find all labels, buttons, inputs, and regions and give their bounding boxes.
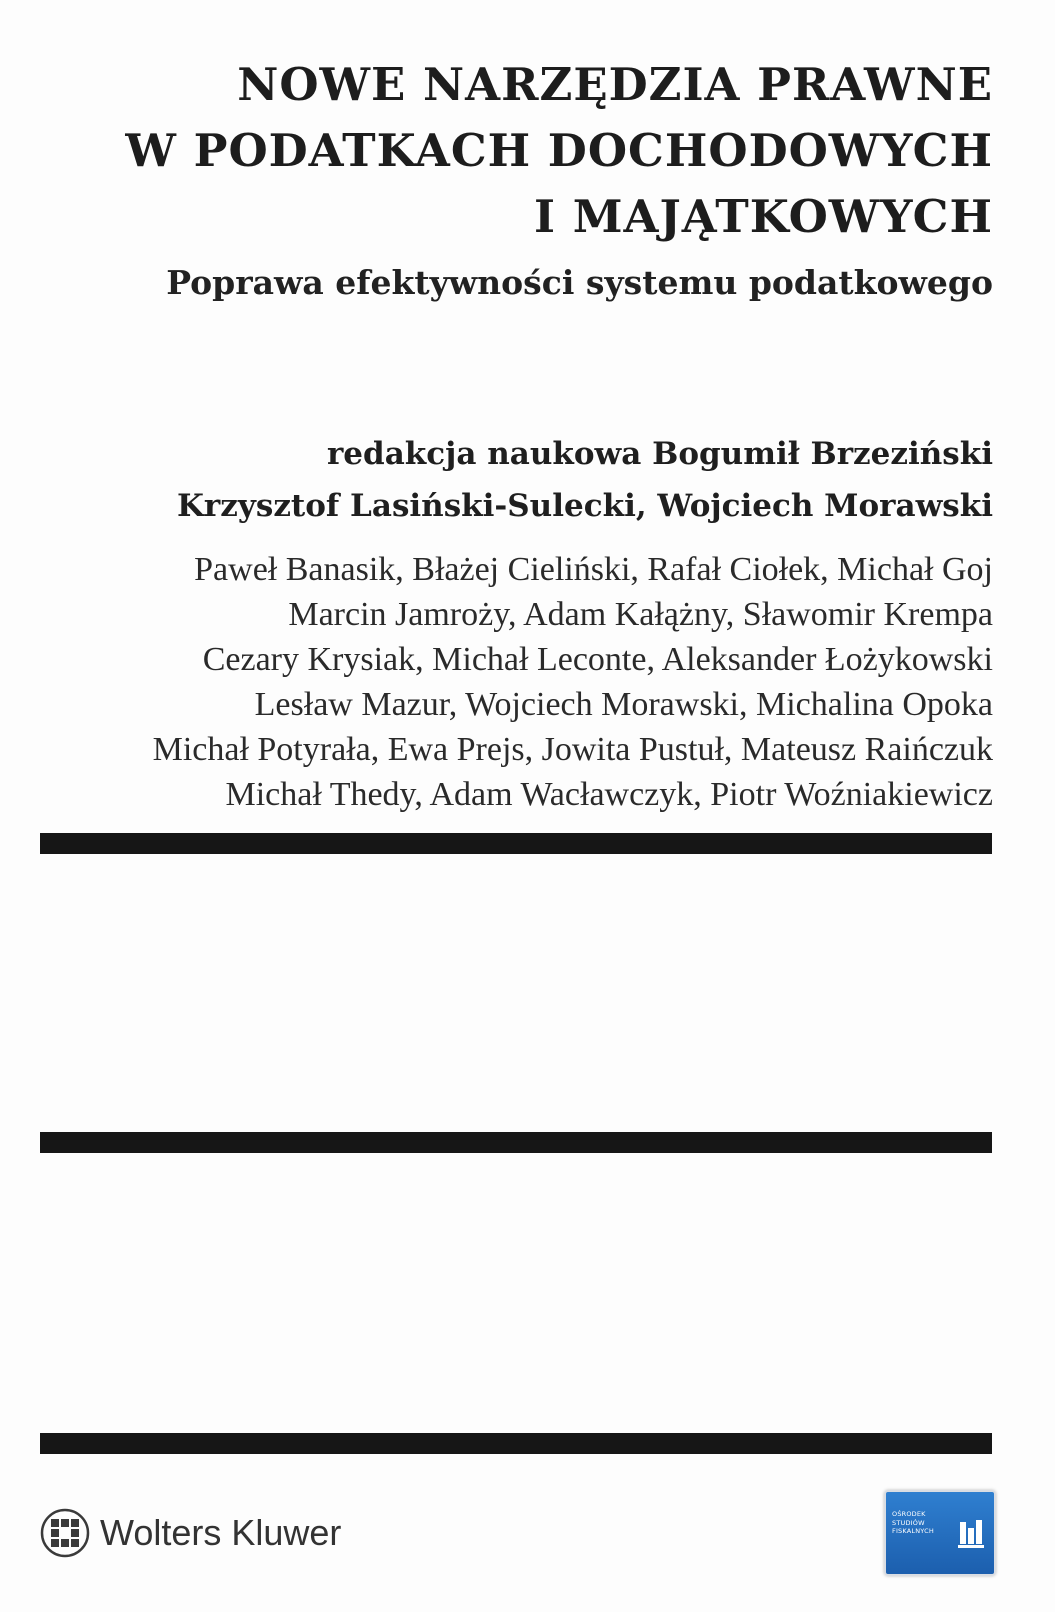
authors-line: Lesław Mazur, Wojciech Morawski, Michalina Opoka (254, 686, 993, 723)
badge-label (892, 1510, 954, 1536)
authors-line: Michał Potyrała, Ewa Prejs, Jowita Pustuł, Mateusz Raińczuk (152, 731, 993, 768)
authors-line: Cezary Krysiak, Michał Leconte, Aleksander Łożykowski (202, 641, 993, 678)
authors-line: Michał Thedy, Adam Wacławczyk, Piotr Woźniakiewicz (225, 776, 993, 813)
authors-block (3, 547, 993, 817)
fiscal-studies-badge (884, 1490, 996, 1576)
title-line-3: I MAJĄTKOWYCH (534, 190, 993, 243)
badge-label-line: FISKALNYCH (892, 1527, 934, 1535)
editors-block (13, 428, 993, 532)
divider-bar-middle (40, 1132, 992, 1153)
publisher-brand (40, 1507, 341, 1559)
divider-bar-top (40, 833, 992, 854)
authors-line: Paweł Banasik, Błażej Cieliński, Rafał Ciołek, Michał Goj (194, 551, 993, 588)
divider-bar-bottom (40, 1433, 992, 1454)
authors-line: Marcin Jamroży, Adam Kałążny, Sławomir Krempa (288, 596, 993, 633)
book-subtitle: Poprawa efektywności systemu podatkowego (166, 263, 993, 302)
fiscal-studies-emblem-icon (958, 1518, 984, 1548)
wolters-kluwer-logo-icon (40, 1508, 90, 1558)
title-line-2: W PODATKACH DOCHODOWYCH (125, 124, 993, 177)
publisher-name: Wolters Kluwer (100, 1512, 342, 1553)
badge-label-line: OŚRODEK (892, 1510, 926, 1518)
title-line-1: NOWE NARZĘDZIA PRAWNE (237, 58, 993, 111)
badge-label-line: STUDIÓW (892, 1518, 925, 1527)
book-title (33, 52, 993, 308)
editors-line-2: Krzysztof Lasiński-Sulecki, Wojciech Morawski (176, 488, 993, 524)
editors-line-1: redakcja naukowa Bogumił Brzeziński (326, 436, 993, 472)
